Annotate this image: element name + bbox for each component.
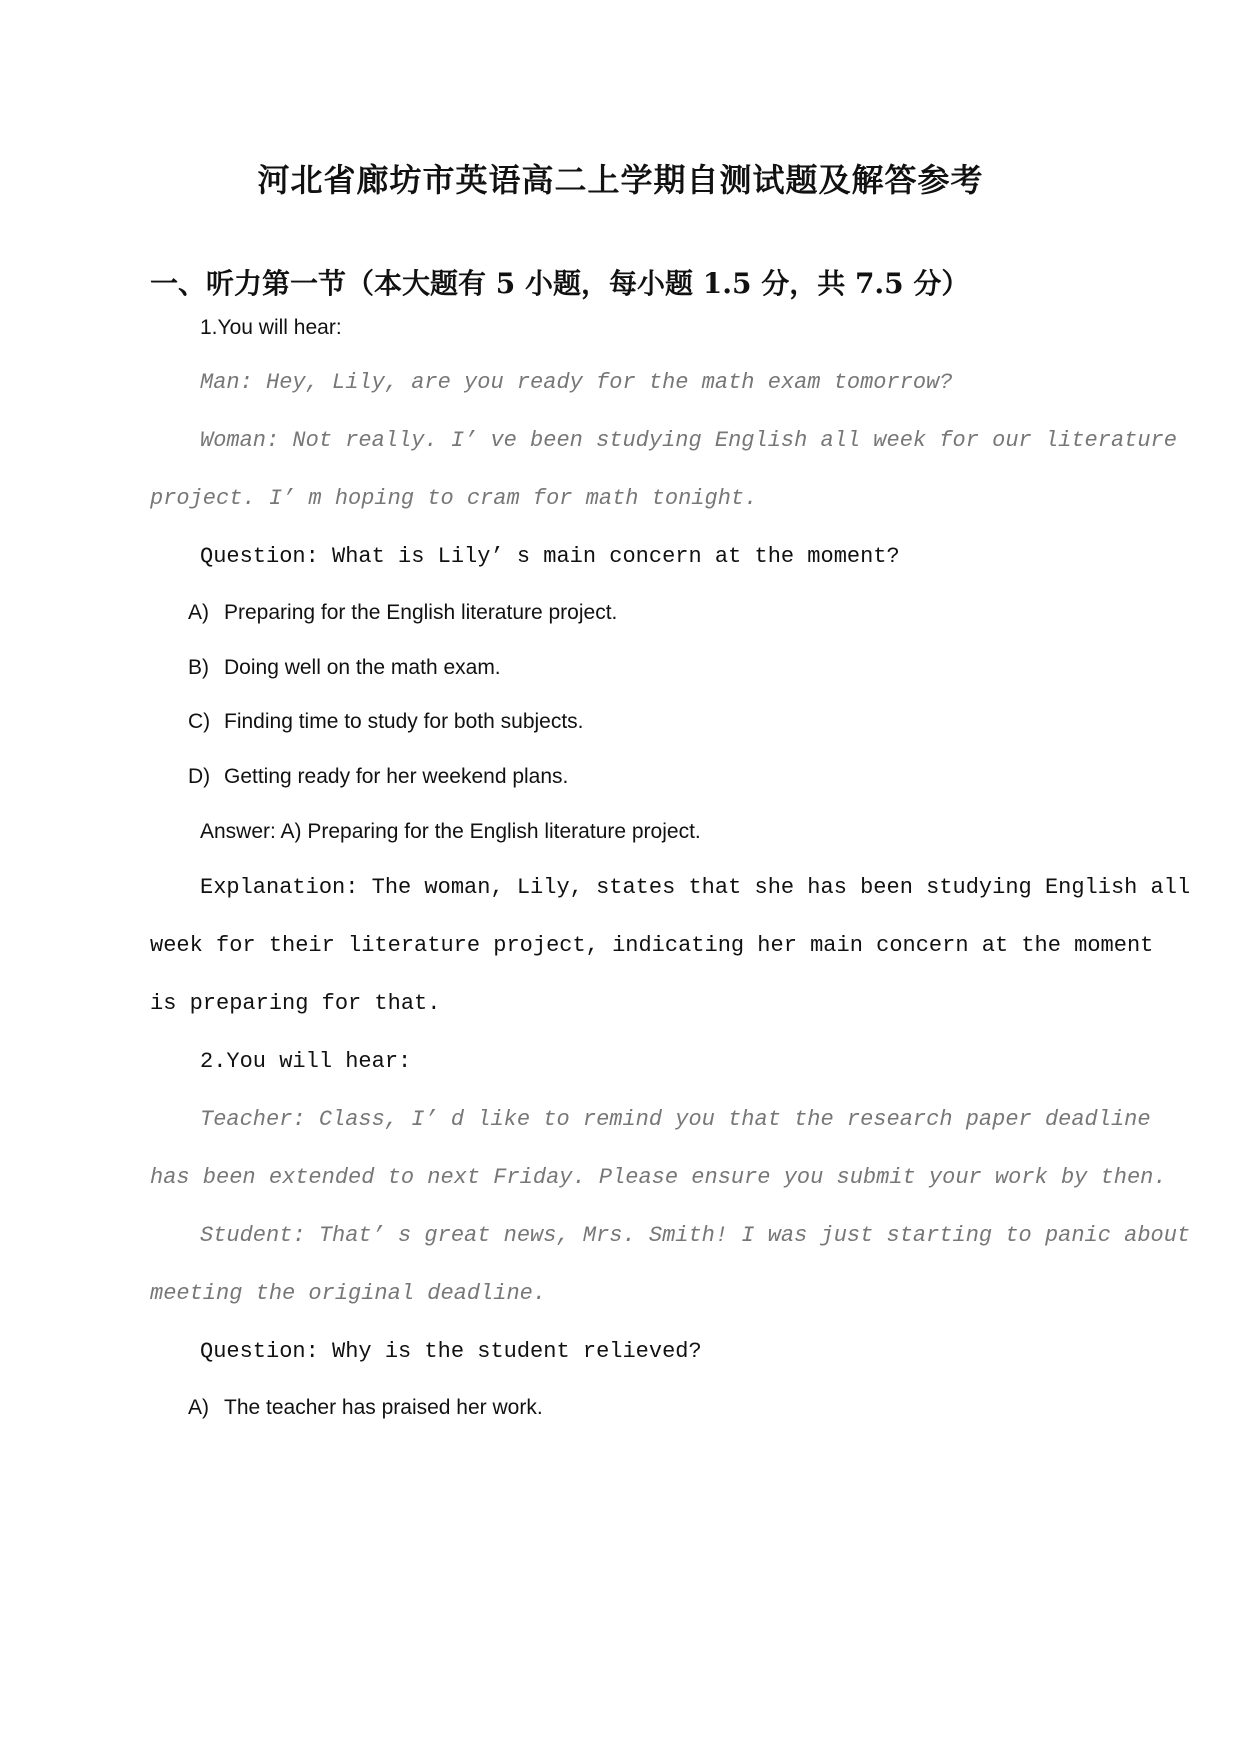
q2-intro: 2.You will hear:: [200, 1049, 412, 1074]
option-text: Getting ready for her weekend plans.: [224, 765, 569, 788]
q1-dialog-woman: Woman: Not really. I’ ve been studying English all week for our literature: [200, 428, 1177, 453]
section-heading: 一、听力第一节（本大题有 5 小题，每小题 1.5 分，共 7.5 分）: [150, 267, 970, 300]
q2-dialog-teacher: Teacher: Class, I’ d like to remind you that the research paper deadline: [200, 1107, 1151, 1132]
option-label: A): [188, 601, 209, 624]
option-label: B): [188, 656, 209, 679]
q1-option-b: [188, 656, 501, 680]
q1-option-d: [188, 765, 568, 789]
q1-dialog-woman-cont: project. I’ m hoping to cram for math tonight.: [150, 486, 758, 511]
q2-dialog-student: Student: That’ s great news, Mrs. Smith! I was just starting to panic about: [200, 1223, 1191, 1248]
q1-intro: 1.You will hear:: [200, 316, 342, 339]
option-label: D): [188, 765, 211, 788]
q2-question: Question: Why is the student relieved?: [200, 1339, 702, 1364]
q1-explanation-line1: Explanation: The woman, Lily, states that she has been studying English all: [200, 875, 1191, 900]
q2-dialog-student-cont: meeting the original deadline.: [150, 1281, 547, 1306]
option-text: Finding time to study for both subjects.: [224, 710, 584, 733]
q1-option-a: [188, 601, 617, 625]
option-label: A): [188, 1396, 209, 1419]
q1-option-c: [188, 710, 584, 734]
option-text: Preparing for the English literature project.: [224, 601, 618, 624]
q1-dialog-man: Man: Hey, Lily, are you ready for the math exam tomorrow?: [200, 370, 953, 395]
q1-question: Question: What is Lily’ s main concern at the moment?: [200, 544, 900, 569]
q1-explanation-line2: week for their literature project, indicating her main concern at the moment: [150, 933, 1154, 958]
option-label: C): [188, 710, 211, 733]
option-text: Doing well on the math exam.: [224, 656, 501, 679]
q2-dialog-teacher-cont: has been extended to next Friday. Please ensure you submit your work by then.: [150, 1165, 1167, 1190]
q2-option-a: [188, 1396, 543, 1420]
option-text: The teacher has praised her work.: [224, 1396, 543, 1419]
q1-explanation-line3: is preparing for that.: [150, 991, 441, 1016]
document-title: 河北省廊坊市英语高二上学期自测试题及解答参考: [257, 161, 984, 199]
q1-answer: Answer: A) Preparing for the English literature project.: [200, 820, 701, 843]
